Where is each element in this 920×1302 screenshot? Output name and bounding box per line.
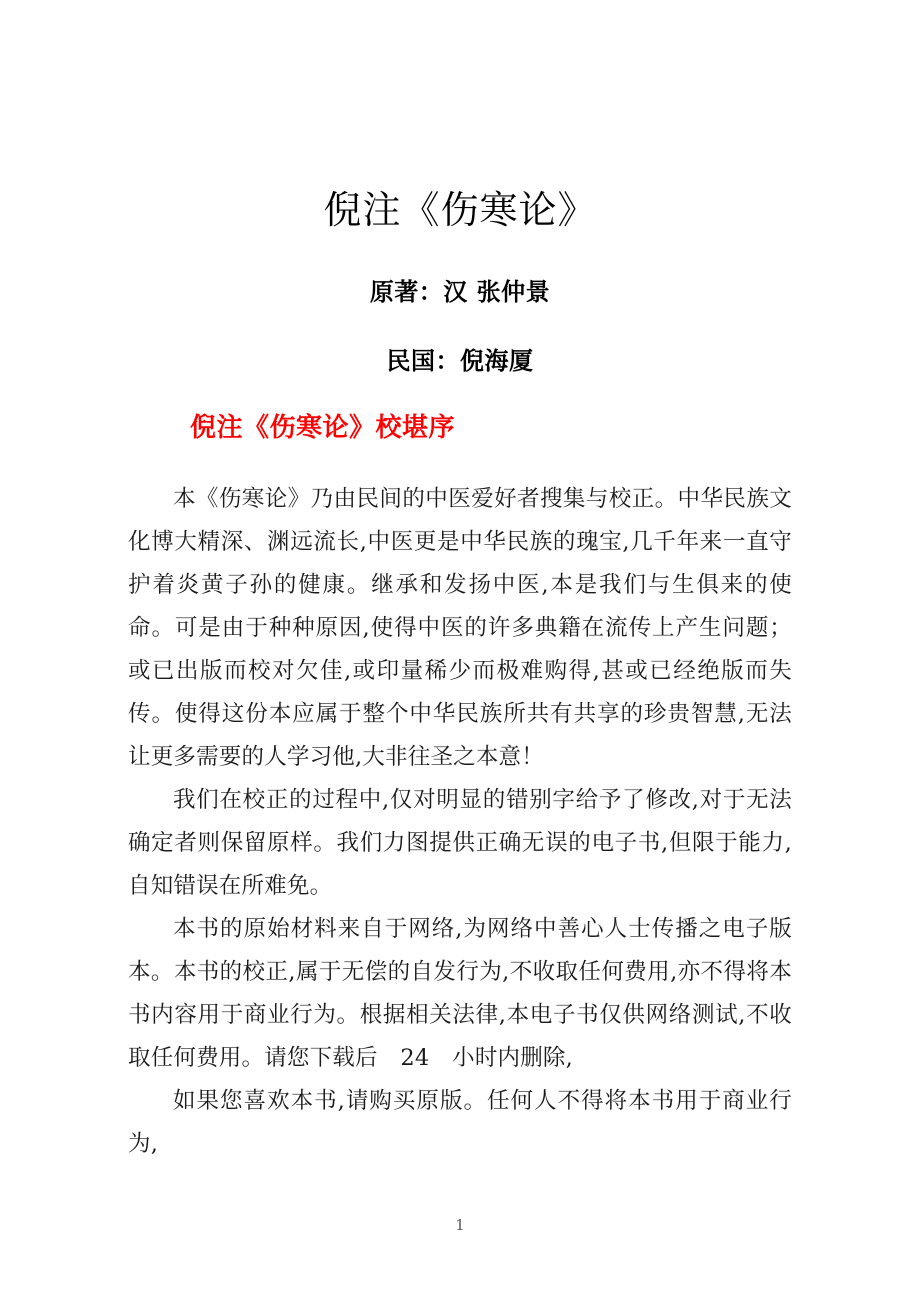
preface-body — [128, 478, 792, 1166]
page-number-footer: 1 — [455, 1216, 465, 1234]
section-heading-preface: 倪注《伤寒论》校堪序 — [190, 413, 456, 443]
annotator-author-line: 民国：倪海厦 — [386, 347, 534, 375]
paragraph: 如果您喜欢本书,请购买原版。任何人不得将本书用于商业行为, — [128, 1088, 792, 1157]
paragraph: 本书的原始材料来自于网络,为网络中善心人士传播之电子版本。本书的校正,属于无偿的自发行为,不收取任何费用,亦不得将本书内容用于商业行为。根据相关法律,本电子书仅供网络测试,不收取任何费用。请您下载后 24 小时内删除, — [128, 916, 792, 1071]
paragraph: 我们在校正的过程中,仅对明显的错别字给予了修改,对于无法确定者则保留原样。我们力图提供正确无误的电子书,但限于能力,自知错误在所难免。 — [128, 787, 792, 899]
paragraph: 本《伤寒论》乃由民间的中医爱好者搜集与校正。中华民族文化博大精深、渊远流长,中医更是中华民族的瑰宝,几千年来一直守护着炎黄子孙的健康。继承和发扬中医,本是我们与生俱来的使命。可是由于种种原因,使得中医的许多典籍在流传上产生问题；或已出版而校对欠佳,或印量稀少而极难购得,甚或已经绝版而失传。使得这份本应属于整个中华民族所共有共享的珍贵智慧,无法让更多需要的人学习他,大非往圣之本意！ — [128, 486, 792, 770]
page-title: 倪注《伤寒论》 — [323, 188, 597, 232]
original-author-line: 原著：汉 张仲景 — [369, 278, 551, 306]
